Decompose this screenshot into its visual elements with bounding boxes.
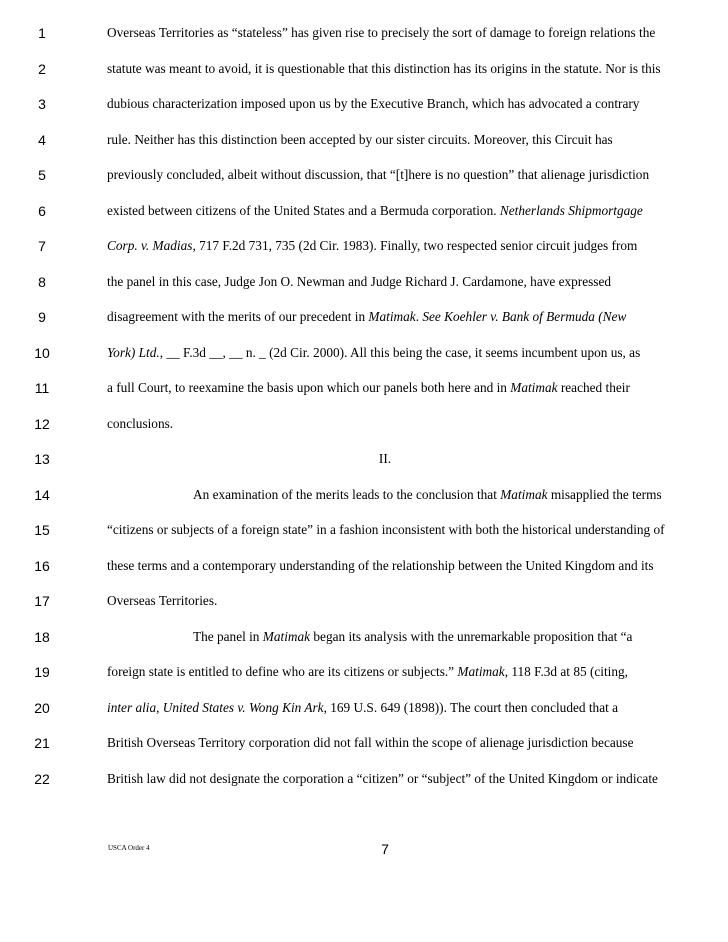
line-text <box>107 59 663 79</box>
line-text <box>107 307 663 327</box>
document-line <box>0 378 728 398</box>
line-text <box>107 94 663 114</box>
line-number: 14 <box>34 486 50 503</box>
line-text <box>107 662 663 682</box>
text-segment: , 118 F.3d at 85 (citing, <box>504 664 628 679</box>
text-segment: , __ F.3d __, __ n. _ (2d Cir. 2000). All this being the case, it seems incumbent upon us, as <box>159 344 641 360</box>
line-number: 10 <box>34 344 50 361</box>
line-number: 2 <box>38 60 46 77</box>
italic-citation-text: inter alia <box>107 699 157 715</box>
italic-citation-text: Matimak <box>262 628 311 644</box>
line-number: 6 <box>38 202 46 219</box>
line-text <box>107 733 663 753</box>
line-text <box>107 627 663 647</box>
italic-citation-text: Matimak <box>510 380 558 395</box>
line-text <box>107 698 663 718</box>
line-text <box>107 201 663 221</box>
line-text <box>107 520 663 540</box>
text-segment: II. <box>378 451 392 466</box>
line-number: 17 <box>34 593 50 609</box>
text-segment: , 717 F.2d 731, 735 (2d Cir. 1983). Finally, two respected senior circuit judges from <box>192 238 638 253</box>
line-number: 19 <box>34 664 50 680</box>
document-line <box>0 343 728 363</box>
text-segment: foreign state is entitled to define who are its citizens or subjects.” <box>107 664 458 679</box>
italic-citation-text: See Koehler v. Bank of Bermuda (New <box>422 309 627 324</box>
document-line <box>0 307 728 327</box>
text-segment: rule. Neither has this distinction been accepted by our sister circuits. Moreover, this Circuit has <box>107 131 613 147</box>
document-line <box>0 662 728 682</box>
line-number: 5 <box>38 167 46 183</box>
italic-citation-text: Corp. v. Madias <box>107 238 193 253</box>
line-text <box>107 485 663 505</box>
line-number: 11 <box>34 380 50 396</box>
line-number: 1 <box>38 25 46 41</box>
italic-citation-text: Matimak <box>500 486 548 502</box>
line-number: 4 <box>38 131 46 148</box>
text-segment: dubious characterization imposed upon us by the Executive Branch, which has advocated a contrary <box>107 96 640 111</box>
line-number: 8 <box>38 273 46 290</box>
text-segment: . <box>415 309 423 324</box>
text-segment: disagreement with the merits of our precedent in <box>107 309 369 324</box>
line-text <box>107 449 663 469</box>
text-segment: “citizens or subjects of a foreign state” in a fashion inconsistent with both the historical understanding of <box>107 522 665 537</box>
line-text <box>107 130 663 150</box>
text-segment: British Overseas Territory corporation did not fall within the scope of alienage jurisdiction because <box>107 735 634 750</box>
line-number: 21 <box>34 735 50 751</box>
document-line <box>0 130 728 150</box>
document-line <box>0 449 728 469</box>
line-text <box>107 23 663 43</box>
page-number: 7 <box>381 841 389 857</box>
text-segment: , <box>156 699 163 715</box>
text-segment: misapplied the terms <box>547 486 662 502</box>
text-segment: An examination of the merits leads to the conclusion that <box>193 486 501 502</box>
footer-label: USCA Order 4 <box>108 844 150 852</box>
italic-citation-text: York) Ltd. <box>107 344 160 360</box>
text-segment: a full Court, to reexamine the basis upon which our panels both here and in <box>107 380 511 395</box>
line-number: 20 <box>34 699 50 716</box>
line-text <box>107 236 663 256</box>
document-line <box>0 23 728 43</box>
text-segment: reached their <box>557 380 630 395</box>
text-segment: The panel in <box>193 628 263 644</box>
document-line <box>0 520 728 540</box>
line-number: 9 <box>38 309 46 325</box>
document-line <box>0 272 728 292</box>
document-line <box>0 591 728 611</box>
line-text <box>107 414 663 434</box>
text-segment: British law did not designate the corporation a “citizen” or “subject” of the United Kingdom or indicate <box>107 770 658 786</box>
text-segment: conclusions. <box>107 415 174 431</box>
line-number: 7 <box>38 238 46 254</box>
document-line <box>0 733 728 753</box>
line-number: 3 <box>38 96 46 112</box>
line-text <box>107 343 663 363</box>
line-text <box>107 165 663 185</box>
document-line <box>0 627 728 647</box>
italic-citation-text: United States v. Wong Kin Ark <box>162 699 324 715</box>
line-text <box>107 378 663 398</box>
line-number: 16 <box>34 557 50 574</box>
italic-citation-text: Matimak <box>368 309 416 324</box>
line-number: 15 <box>34 522 50 538</box>
text-segment: began its analysis with the unremarkable proposition that “a <box>310 628 633 644</box>
line-text <box>107 591 663 611</box>
line-number: 22 <box>34 770 50 787</box>
italic-citation-text: Netherlands Shipmortgage <box>499 202 643 218</box>
document-line <box>0 201 728 221</box>
document-line <box>0 769 728 789</box>
document-line <box>0 165 728 185</box>
italic-citation-text: Matimak <box>457 664 505 679</box>
line-number: 18 <box>34 628 50 645</box>
document-line <box>0 698 728 718</box>
document-line <box>0 556 728 576</box>
line-text <box>107 556 663 576</box>
text-segment: Overseas Territories as “stateless” has given rise to precisely the sort of damage to foreign relations the <box>107 25 656 40</box>
document-line <box>0 94 728 114</box>
document-line <box>0 414 728 434</box>
text-segment: , 169 U.S. 649 (1898)). The court then concluded that a <box>323 699 619 715</box>
text-segment: statute was meant to avoid, it is questionable that this distinction has its origins in the statute. Nor is this <box>107 60 661 76</box>
document-line <box>0 236 728 256</box>
text-segment: these terms and a contemporary understanding of the relationship between the United Kingdom and its <box>107 557 654 573</box>
document-line <box>0 485 728 505</box>
text-segment: the panel in this case, Judge Jon O. Newman and Judge Richard J. Cardamone, have expressed <box>107 273 612 289</box>
line-number: 12 <box>34 415 50 432</box>
text-segment: previously concluded, albeit without discussion, that “[t]here is no question” that alienage jurisdiction <box>107 167 650 182</box>
line-number: 13 <box>34 451 50 467</box>
line-text <box>107 769 663 789</box>
text-segment: Overseas Territories. <box>107 593 218 608</box>
text-segment: existed between citizens of the United States and a Bermuda corporation. <box>107 202 500 218</box>
document-line <box>0 59 728 79</box>
line-text <box>107 272 663 292</box>
